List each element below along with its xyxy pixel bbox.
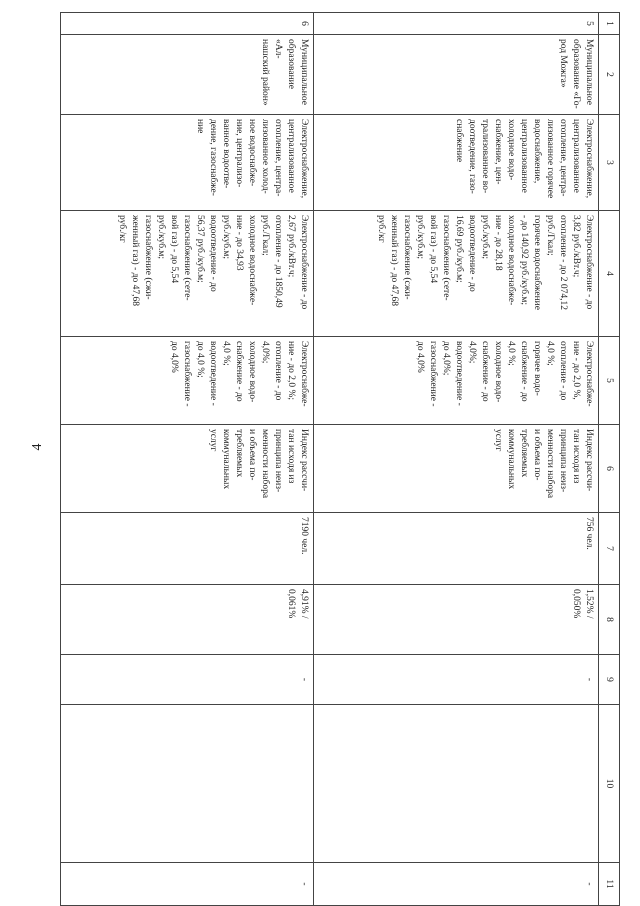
column-header: 10	[599, 705, 620, 863]
population-cell: 756 чел.	[313, 513, 598, 585]
share-cell: 4,91% / 0,061%	[61, 585, 314, 655]
col11-cell: -	[61, 863, 314, 906]
table-row	[313, 13, 598, 906]
share-cell: 1,52% / 0,050%	[313, 585, 598, 655]
note-cell: Индекс рассчи- тан исходя из принципа неиз- менности набора и объема по- требляемых коммунальных услуг	[61, 425, 314, 513]
growth-cell: Электроснабже- ние - до 2,0 %, отопление - до 4,0 %; горячее водо- снабжение - до 4,0 %; холодное водо- снабжение - до 4,0%; водоотведение - до 4,0%; газоснабжение - до 4,0%	[313, 337, 598, 425]
col10-cell	[313, 705, 598, 863]
page-number: 4	[30, 443, 45, 451]
growth-cell: Электроснабже- ние - до 2,0 %; отопление - до 4,0%; холодное водо- снабжение - до 4,0 %; водоотведение - до 4,0 %; газоснабжение - до 4,0%	[61, 337, 314, 425]
column-header: 4	[599, 211, 620, 337]
col11-cell: -	[313, 863, 598, 906]
column-header: 3	[599, 115, 620, 211]
services-cell: Электроснабжение, централизованное отопление, центра- лизованное холод- ное водоснабже- ние, централизо- ванное водоотве- дение, газоснабже- ние	[61, 115, 314, 211]
column-header: 11	[599, 863, 620, 906]
services-cell: Электроснабжение, централизованное отопление, центра- лизованное горячее водоснабжение, централизованное холодное водо- снабжение, цен- трализованное во- доотведение, газо- снабжение	[313, 115, 598, 211]
column-header: 1	[599, 13, 620, 35]
tariffs-cell: Электроснабжение - до 2,67 руб./кВт.ч; отопление - до 1850,49 руб./Гкал; холодное водоснабже- ние - до 34,93 руб./куб.м; водоотведение - до 56,37 руб./куб.м; газоснабжение (сете- вой газ) - до 5,54 руб./куб.м; газоснабжение (сжи- женный газ) - до 47,68 руб./кг	[61, 211, 314, 337]
header-row	[599, 13, 620, 906]
table-row	[61, 13, 314, 906]
column-header: 7	[599, 513, 620, 585]
municipality-cell: Муниципальное образование «Го- род Можга»	[313, 35, 598, 115]
column-header: 8	[599, 585, 620, 655]
population-cell: 7190 чел.	[61, 513, 314, 585]
rotated-table-container	[60, 12, 620, 905]
tariff-table	[60, 12, 620, 906]
col9-cell: -	[61, 655, 314, 705]
col9-cell: -	[313, 655, 598, 705]
column-header: 2	[599, 35, 620, 115]
column-header: 5	[599, 337, 620, 425]
col10-cell	[61, 705, 314, 863]
row-number: 5	[313, 13, 598, 35]
column-header: 9	[599, 655, 620, 705]
row-number: 6	[61, 13, 314, 35]
note-cell: Индекс рассчи- тан исходя из принципа неиз- менности набора и объема по- требляемых коммунальных услуг	[313, 425, 598, 513]
municipality-cell: Муниципальное образование «Ал- нашский район»	[61, 35, 314, 115]
column-header: 6	[599, 425, 620, 513]
tariffs-cell: Электроснабжение - до 3,82 руб./кВт.ч; отопление - до 2 074,12 руб./Гкал; горячее водоснабжение - до 140,92 руб./куб.м; холодное водоснабже- ние - до 28,18 руб./куб.м; водоотведение - до 16,69 руб./куб.м; газоснабжение (сете- вой газ) - до 5,54 руб./куб.м; газоснабжение (сжи- женный газ) - до 47,68 руб./кг	[313, 211, 598, 337]
